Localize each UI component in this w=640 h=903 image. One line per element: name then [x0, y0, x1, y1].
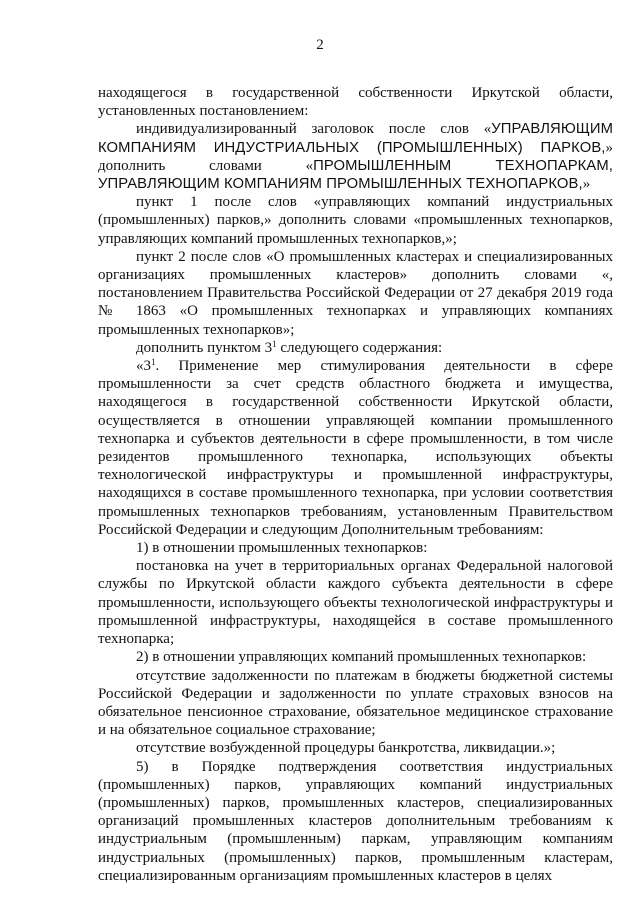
text-segment: »	[582, 176, 591, 193]
text-segment: «3	[136, 358, 151, 375]
paragraph: 2) в отношении управляющих компаний промышленных технопарков:	[136, 649, 587, 666]
document-body	[98, 84, 613, 885]
caps-heading-quote: УПРАВЛЯЮЩИМ КОМПАНИЯМ ИНДУСТРИАЛЬНЫХ (ПРОМЫШЛЕННЫХ) ПАРКОВ,	[98, 121, 613, 156]
paragraph: отсутствие возбужденной процедуры банкротства, ликвидации.»;	[136, 740, 556, 757]
superscript: 1	[151, 357, 156, 368]
paragraph: находящегося в государственной собственности Иркутской области, установленных постановлением:	[98, 85, 613, 120]
text-segment: следующего содержания:	[276, 339, 443, 356]
page-number: 2	[316, 37, 324, 53]
paragraph: 5) в Порядке подтверждения соответствия индустриальных (промышленных) парков, управляющих компаний индустриальных (промышленных) парков, промышленных кластеров, специализированных организаций промышленных кластеров дополнительным требованиям к индустриальным (промышленным) паркам, управляющим компаниям индустриальных (промышленных) парков, промышленным кластерам, специализированным организациям промышленных кластеров в целях	[98, 758, 613, 884]
paragraph-header-amendment	[98, 120, 613, 193]
paragraph: пункт 1 после слов «управляющих компаний индустриальных (промышленных) парков,» дополнить словами «промышленных технопарков, управляющих компаний промышленных технопарков,»;	[98, 194, 613, 247]
text-segment: дополнить пунктом 3	[136, 339, 273, 356]
paragraph: постановка на учет в территориальных органах Федеральной налоговой службы по Иркутской области каждого субъекта деятельности в сфере промышленности, использующего объекты технологической инфраструктуры и промышленной инфраструктуры, находящейся в составе промышленного технопарка;	[98, 558, 613, 648]
text-segment: » дополнить словами «	[98, 139, 613, 174]
paragraph	[98, 339, 613, 357]
text-segment: . Применение мер стимулирования деятельности в сфере промышленности за счет средств областного бюджета и имущества, находящегося в государственной собственности Иркутской области, осуществляется в отношении управляющей компании промышленного технопарка и субъектов деятельности в сфере промышленности, в том числе резидентов промышленного технопарка, использующих объекты технологической инфраструктуры и промышленной инфраструктуры, находящихся в составе промышленного технопарка, при условии соответствия промышленных технопарков требованиям, установленным Правительством Российской Федерации и следующим Дополнительным требованиям:	[98, 358, 613, 538]
caps-heading-quote: ПРОМЫШЛЕННЫМ ТЕХНОПАРКАМ, УПРАВЛЯЮЩИМ КОМПАНИЯМ ПРОМЫШЛЕННЫХ ТЕХНОПАРКОВ,	[98, 157, 613, 193]
paragraph: отсутствие задолженности по платежам в бюджеты бюджетной системы Российской Федерации и задолженности по уплате страховых взносов на обязательное пенсионное страхование, обязательное медицинское страхование и на обязательное социальное страхование;	[98, 667, 613, 739]
paragraph	[98, 357, 613, 539]
paragraph: пункт 2 после слов «О промышленных кластерах и специализированных организациях промышленных кластеров» дополнить словами «, постановлением Правительства Российской Федерации от 27 декабря 2019 года № 1863 «О промышленных технопарках и управляющих компаниях промышленных технопарков»;	[98, 248, 613, 338]
paragraph: 1) в отношении промышленных технопарков:	[136, 540, 428, 557]
text-segment: индивидуализированный заголовок после слов «	[136, 121, 492, 138]
superscript: 1	[272, 338, 277, 349]
